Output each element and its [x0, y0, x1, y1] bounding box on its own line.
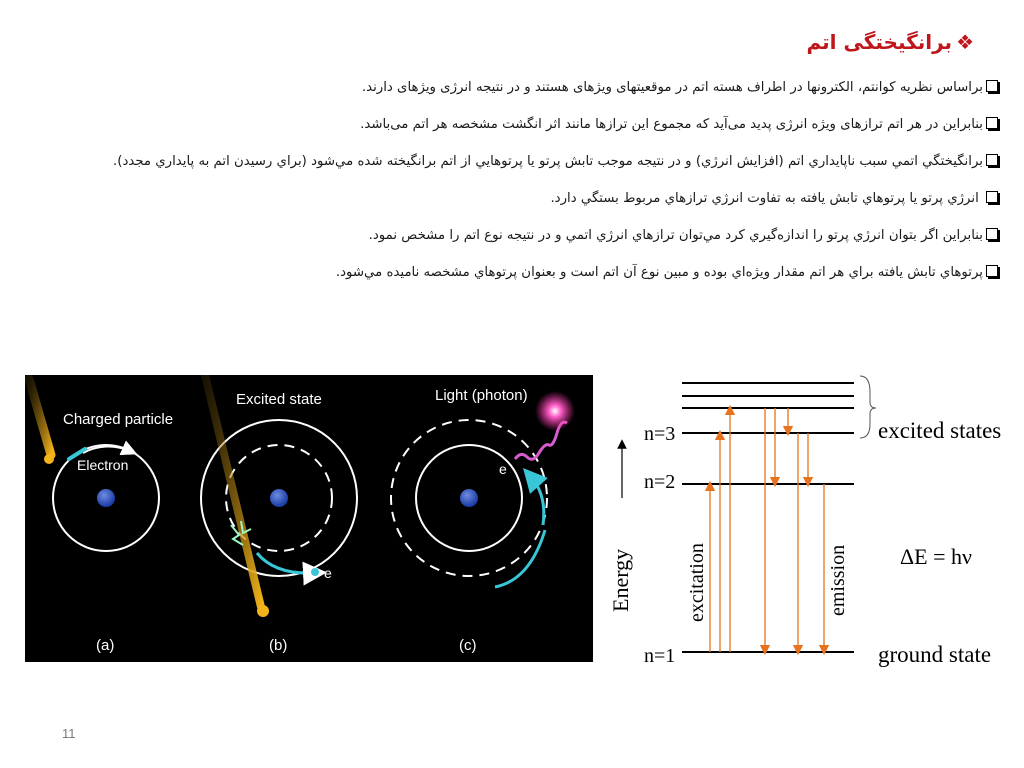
label-excited-states: excited states [878, 418, 1002, 443]
label-n1: n=1 [644, 645, 676, 667]
nucleus [460, 489, 478, 507]
nucleus [97, 489, 115, 507]
energy-level-diagram [600, 372, 1010, 672]
label-n3: n=3 [644, 423, 676, 445]
excitation-label: excitation [686, 543, 708, 622]
label-electron-c: e [499, 461, 507, 477]
bullet-item: بنابراین در هر اتم ترازهای ویژه انرژی پدید می‌آید که مجموع این ترازها مانند اثر انگشت مشخصه هر اتم می‌باشد. [26, 113, 998, 136]
energy-axis-label: Energy [608, 548, 633, 612]
checkbox-bullet-icon [986, 80, 998, 92]
nucleus [270, 489, 288, 507]
caption-b: (b) [269, 637, 288, 654]
bullet-item: براساس نظريه کوانتم، الکترونها در اطراف هسته اتم در موقعيتهای ويژهای هستند و در نتيجه انرژی ويژهای دارند. [26, 76, 998, 99]
label-light-photon: Light (photon) [435, 387, 528, 404]
diamond-bullet-icon: ❖ [956, 30, 974, 54]
slide-title [806, 30, 974, 54]
bullet-item: برانگيختگي اتمي سبب ناپايداري اتم (افزايش انرژي) و در نتيجه موجب تابش پرتو يا پرتوهايي از اتم برانگيخته شده مي‌شود (براي رسيدن اتم به پايداري مجدد). [26, 150, 998, 173]
slide-title-text: برانگیختگی اتم [806, 30, 953, 54]
checkbox-bullet-icon [986, 117, 998, 129]
checkbox-bullet-icon [986, 228, 998, 240]
emission-label: emission [827, 544, 849, 616]
return-arrow [531, 477, 544, 525]
label-charged-particle: Charged particle [63, 411, 174, 428]
label-electron: Electron [77, 457, 129, 473]
atom-excitation-figure [25, 375, 593, 662]
bullet-item: انرژي پرتو يا پرتوهاي تابش يافته به تفاوت انرژي ترازهاي مربوط بستگي دارد. [26, 187, 998, 210]
checkbox-bullet-icon [986, 154, 998, 166]
incoming-particle-beam [29, 379, 51, 455]
formula-delta-e: ΔE = hν [900, 544, 972, 569]
incoming-particle-beam [205, 375, 261, 607]
excited-electron [311, 568, 319, 576]
photon-glow [535, 391, 575, 431]
caption-a: (a) [96, 637, 115, 654]
page-number: 11 [62, 726, 76, 741]
bullet-item: پرتوهاي تابش يافته براي هر اتم مقدار ويژه‌اي بوده و مبين نوع آن اتم است و بعنوان پرتوهاي مشخصه ناميده مي‌شود. [26, 261, 998, 284]
bullet-list [26, 76, 998, 298]
panel-a [29, 379, 173, 654]
panel-c [391, 387, 575, 654]
label-n2: n=2 [644, 471, 676, 493]
charged-particle [44, 454, 54, 464]
label-excited-state: Excited state [236, 391, 322, 408]
bullet-item: بنابراین اگر بتوان انرژي پرتو را اندازه‌گيري کرد مي‌توان ترازهاي انرژي اتمي و در نتيجه نوع اتم را مشخص نمود. [26, 224, 998, 247]
checkbox-bullet-icon [986, 191, 998, 203]
panel-b [201, 375, 357, 654]
checkbox-bullet-icon [986, 265, 998, 277]
excited-states-brace [860, 376, 876, 438]
caption-c: (c) [459, 637, 477, 654]
label-ground-state: ground state [878, 642, 992, 667]
label-electron-b: e [324, 565, 332, 581]
charged-particle [257, 605, 269, 617]
